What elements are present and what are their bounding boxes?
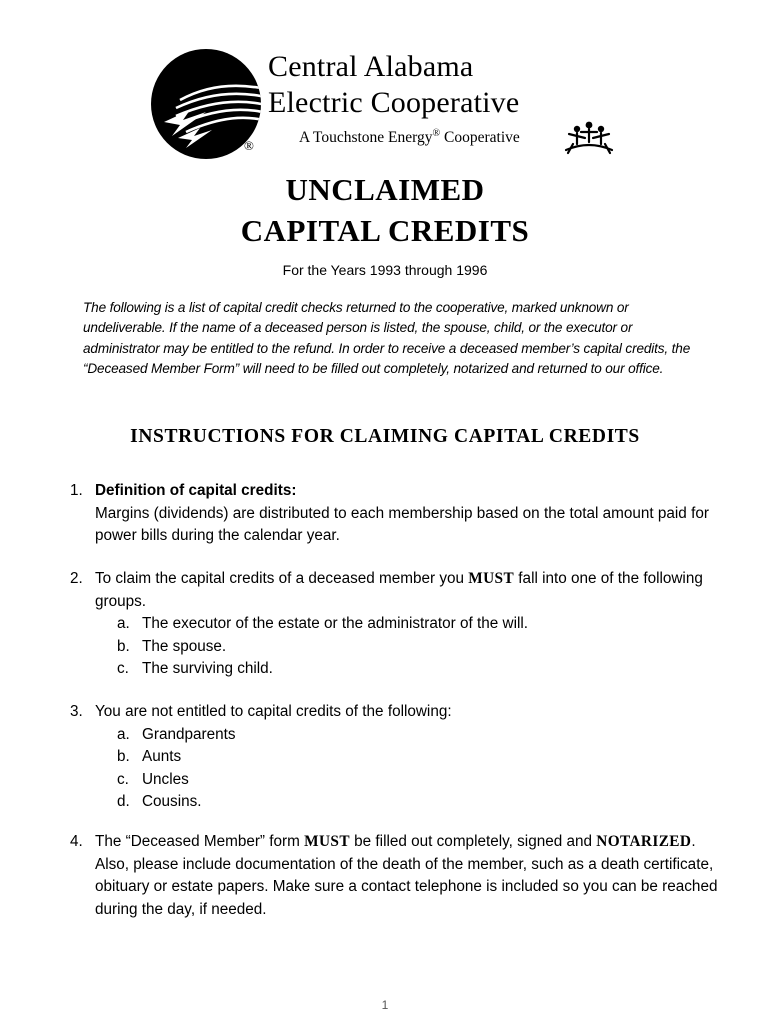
registered-mark: ® (244, 138, 254, 153)
item-number: 2. (70, 570, 83, 587)
item-number: 4. (70, 833, 83, 850)
sub-item (117, 658, 730, 681)
item-number: 3. (70, 703, 83, 720)
sub-item (117, 791, 730, 814)
organization-name-line1: Central Alabama (268, 50, 474, 83)
sub-item (117, 636, 730, 659)
tagline-suffix: Cooperative (440, 129, 520, 147)
sub-item (117, 613, 730, 636)
item-label: Definition of capital credits: (95, 482, 297, 499)
item-text: You are not entitled to capital credits of the following: (95, 703, 452, 720)
instruction-item-2 (70, 568, 730, 681)
tagline-registered: ® (432, 128, 441, 139)
sub-item-letter: b. (117, 748, 130, 765)
years-subtitle: For the Years 1993 through 1996 (282, 262, 488, 278)
emphasis-notarized: NOTARIZED (596, 833, 692, 850)
sub-item-text: The spouse. (142, 637, 227, 655)
page-title-line2: CAPITAL CREDITS (240, 213, 530, 248)
emphasis-must: MUST (468, 570, 515, 587)
instruction-item-4 (70, 831, 730, 921)
sub-item-letter: b. (117, 637, 130, 655)
sub-item-text: Uncles (142, 770, 189, 788)
sub-item (117, 746, 730, 769)
page-title-line1: UNCLAIMED (285, 172, 485, 207)
item-text (95, 831, 730, 921)
instruction-item-3 (70, 701, 730, 814)
sub-item-text: The executor of the estate or the administrator of the will. (142, 615, 529, 632)
sub-item-letter: c. (117, 660, 129, 677)
item-text (95, 568, 730, 613)
item-text-post: . Also, please include documentation of the death of the member, such as a death certificate, obituary or estate papers. Make sure a contact telephone is included so you can be reached during the day, if needed. (95, 833, 718, 918)
sub-item-letter: d. (117, 793, 130, 810)
intro-paragraph: The following is a list of capital credit checks returned to the cooperative, marked unknown or undeliverable. If the name of a deceased person is listed, the spouse, child, or the executor or administrator may be entitled to the refund. In order to receive a deceased member’s capital credits, the “Deceased Member Form” will need to be filled out completely, notarized and returned to our office. (83, 300, 691, 376)
instruction-item-1 (70, 480, 730, 548)
instructions-heading: INSTRUCTIONS FOR CLAIMING CAPITAL CREDITS (130, 426, 640, 447)
sub-item (117, 724, 730, 747)
tagline (299, 128, 520, 147)
sub-item-letter: a. (117, 615, 130, 632)
sub-item-text: The surviving child. (142, 660, 273, 677)
item-number: 1. (70, 482, 83, 499)
item-text-post: fall into one of the following groups. (95, 570, 703, 610)
item-text: Margins (dividends) are distributed to each membership based on the total amount paid for power bills during the calendar year. (95, 504, 709, 544)
item-text-pre: To claim the capital credits of a deceased member you (95, 570, 469, 587)
item-text-pre: The “Deceased Member” form (95, 833, 305, 850)
organization-name-line2: Electric Cooperative (268, 86, 520, 119)
touchstone-energy-icon (563, 120, 615, 156)
sub-item-letter: a. (117, 725, 130, 743)
emphasis-must: MUST (304, 833, 350, 850)
item-text-mid: be filled out completely, signed and (349, 833, 597, 850)
sub-item (117, 769, 730, 792)
sub-item-text: Grandparents (142, 725, 236, 743)
tagline-text: A Touchstone Energy (299, 129, 433, 147)
sub-item-text: Aunts (142, 748, 182, 765)
sub-item-letter: c. (117, 770, 129, 788)
page-number: 1 (381, 998, 389, 1012)
sub-item-text: Cousins. (142, 793, 202, 810)
